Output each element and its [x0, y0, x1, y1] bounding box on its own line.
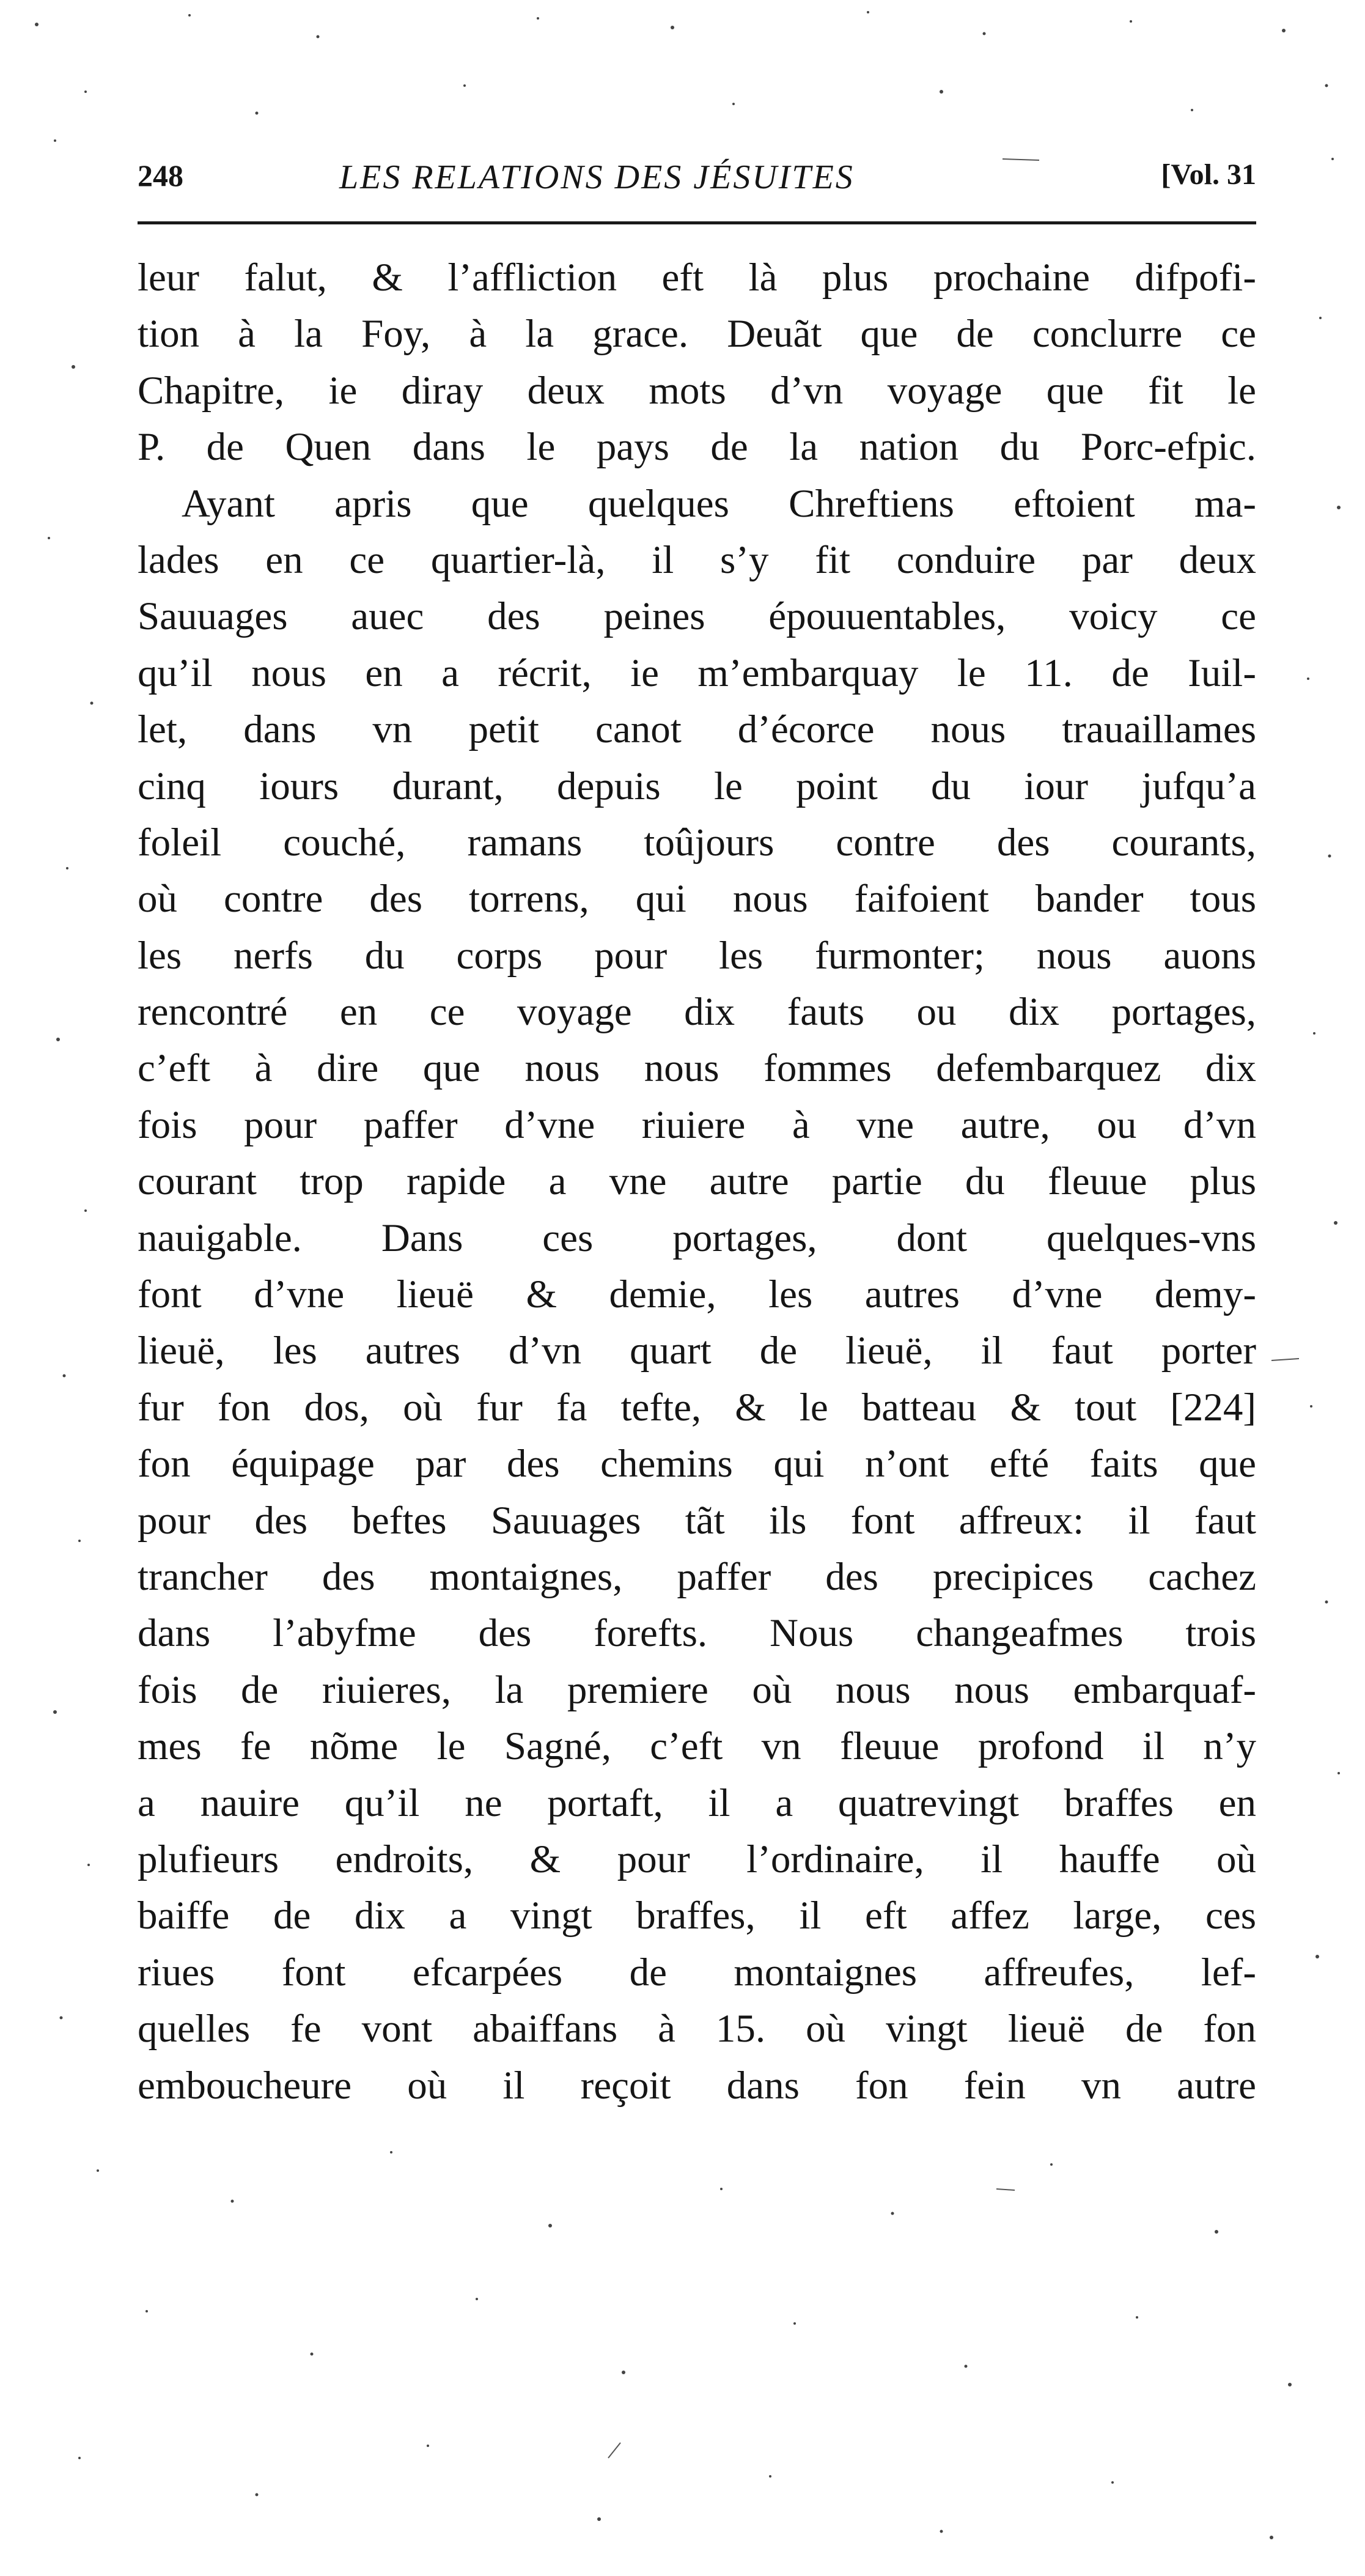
text-line: foleil couché, ramans toûjours contre des courants, [138, 820, 1256, 865]
text-line: Ayant apris que quelques Chreftiens eftoient ma- [182, 481, 1256, 526]
text-line: let, dans vn petit canot d’écorce nous trauaillames [138, 707, 1256, 752]
page-number: 248 [138, 158, 183, 193]
text-line: rencontré en ce voyage dix fauts ou dix portages, [138, 990, 1256, 1035]
text-line: plufieurs endroits, & pour l’ordinaire, il hauffe où [138, 1837, 1256, 1881]
text-line: Chapitre, ie diray deux mots d’vn voyage que fit le [138, 368, 1256, 413]
text-line: mes fe nõme le Sagné, c’eft vn fleuue profond il n’y [138, 1724, 1256, 1769]
text-line: pour des beftes Sauuages tãt ils font affreux: il faut [138, 1498, 1256, 1543]
text-line: où contre des torrens, qui nous faifoient bander tous [138, 877, 1256, 921]
text-line: fois de riuieres, la premiere où nous nous embarquaf- [138, 1667, 1256, 1712]
running-header [138, 158, 1256, 225]
text-line: a nauire qu’il ne portaft, il a quatrevingt braffes en [138, 1781, 1256, 1825]
text-line: fon équipage par des chemins qui n’ont efté faits que [138, 1442, 1256, 1486]
text-line: tion à la Foy, à la grace. Deuãt que de conclurre ce [138, 312, 1256, 356]
text-line: trancher des montaignes, paffer des precipices cachez [138, 1554, 1256, 1599]
text-line: leur falut, & l’affliction eft là plus prochaine difpofi- [138, 256, 1256, 300]
volume-label: [Vol. 31 [1161, 158, 1256, 191]
text-line: c’eft à dire que nous nous fommes defembarquez dix [138, 1046, 1256, 1091]
text-line: nauigable. Dans ces portages, dont quelques-vns [138, 1216, 1256, 1260]
text-line: cinq iours durant, depuis le point du iour jufqu’a [138, 764, 1256, 808]
text-line: lieuë, les autres d’vn quart de lieuë, il faut porter [138, 1329, 1256, 1373]
text-line: emboucheure où il reçoit dans fon fein vn autre [138, 2063, 1256, 2108]
text-line: baiffe de dix a vingt braffes, il eft affez large, ces [138, 1894, 1256, 1938]
header-rule [138, 221, 1256, 224]
text-line: Sauuages auec des peines épouuentables, voicy ce [138, 594, 1256, 639]
running-title: LES RELATIONS DES JÉSUITES [339, 158, 855, 196]
text-line: fur fon dos, où fur fa tefte, & le batteau & tout [224] [138, 1385, 1256, 1430]
text-line: courant trop rapide a vne autre partie du fleuue plus [138, 1159, 1256, 1204]
text-line: lades en ce quartier-là, il s’y fit conduire par deux [138, 537, 1256, 582]
text-line: les nerfs du corps pour les furmonter; nous auons [138, 933, 1256, 978]
text-line: fois pour paffer d’vne riuiere à vne autre, ou d’vn [138, 1102, 1256, 1147]
text-line: quelles fe vont abaiffans à 15. où vingt lieuë de fon [138, 2007, 1256, 2051]
text-line: P. de Quen dans le pays de la nation du Porc-efpic. [138, 425, 1256, 470]
text-line: dans l’abyfme des forefts. Nous changeafmes trois [138, 1611, 1256, 1656]
text-line: qu’il nous en a récrit, ie m’embarquay le 11. de Iuil- [138, 651, 1256, 695]
body-text [138, 249, 1256, 2114]
text-line: font d’vne lieuë & demie, les autres d’vne demy- [138, 1272, 1256, 1317]
text-line: riues font efcarpées de montaignes affreufes, lef- [138, 1950, 1256, 1995]
